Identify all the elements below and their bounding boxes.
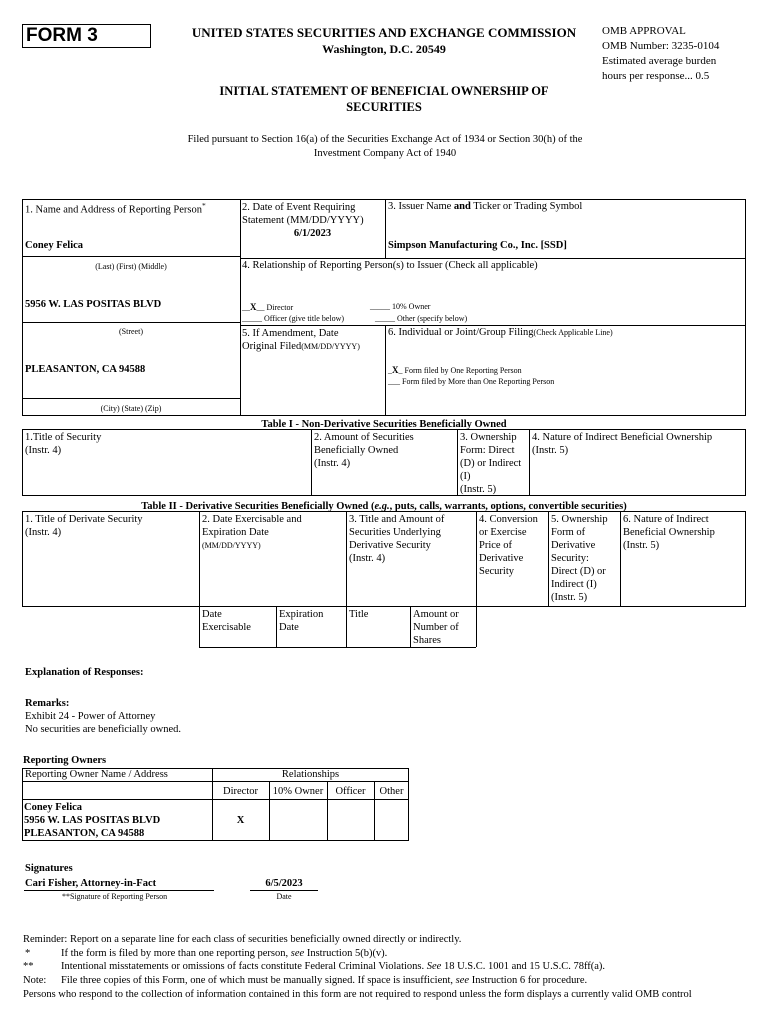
- filed-pursuant-1: Filed pursuant to Section 16(a) of the Securities Exchange Act of 1934 or Section 30(h) of the: [187, 134, 583, 145]
- table2-sub-div-1: [276, 607, 277, 647]
- table2-col4-header: 4. Conversion or Exercise Price of Derivative Security: [479, 514, 538, 577]
- signature-date-caption: Date: [276, 892, 292, 901]
- sub-amount-shares: Amount or Number of Shares: [413, 609, 459, 646]
- ro-header-line: [22, 781, 212, 782]
- ro-col-director: Director: [223, 786, 258, 797]
- agency-city: Washington, D.C. 20549: [322, 42, 446, 56]
- ro-col-owner: 10% Owner: [272, 786, 324, 797]
- table1-div-2: [457, 429, 458, 496]
- footer-note-3-mark: Note:: [23, 975, 47, 986]
- table2-col2-header: 2. Date Exercisable and Expiration Date (MM/DD/YYYY): [202, 514, 302, 550]
- table2-div-1: [199, 511, 200, 607]
- divider-box5-6: [385, 325, 386, 416]
- ro-owner-city: PLEASANTON, CA 94588: [24, 828, 145, 839]
- sub-expiration-date: Expiration Date: [279, 609, 324, 633]
- event-date: 6/1/2023: [293, 228, 332, 239]
- box5-label: 5. If Amendment, Date Original Filed(MM/DD/YYYY): [242, 328, 360, 352]
- ro-col-other: Other: [379, 786, 404, 797]
- table2-col5-header: 5. Ownership Form of Derivative Security: Direct (D) or Indirect (I) (Instr. 5): [551, 514, 608, 603]
- one-reporting-person-option: _X_ Form filed by One Reporting Person: [388, 365, 522, 375]
- issuer-name: Simpson Manufacturing Co., Inc. [SSD]: [388, 240, 567, 251]
- one-person-mark: X: [392, 365, 399, 375]
- street-hint: (Street): [119, 327, 143, 336]
- reporting-owners-heading: Reporting Owners: [23, 755, 107, 766]
- ro-col-officer: Officer: [335, 786, 366, 797]
- ro-director-mark: X: [236, 815, 245, 826]
- signature-date: 6/5/2023: [265, 878, 303, 889]
- signatures-heading: Signatures: [25, 863, 73, 874]
- footer-reminder: Reminder: Report on a separate line for each class of securities beneficially owned directly or indirectly.: [23, 934, 462, 945]
- ro-owner-info: [24, 801, 160, 840]
- omb-number: OMB Number: 3235-0104: [602, 40, 720, 52]
- omb-approval: [602, 24, 719, 84]
- remarks-line-1: Exhibit 24 - Power of Attorney: [25, 711, 156, 722]
- footer-note-1: If the form is filed by more than one reporting person, see Instruction 5(b)(v).: [61, 948, 388, 959]
- footer-note-1-mark: *: [25, 948, 31, 959]
- city-underline: [22, 398, 240, 399]
- signature-date-line: [250, 890, 318, 891]
- box1-label: 1. Name and Address of Reporting Person*: [25, 201, 206, 216]
- table1-col2-header: 2. Amount of Securities Beneficially Owned (Instr. 4): [314, 432, 414, 469]
- box6-label: 6. Individual or Joint/Group Filing(Check Applicable Line): [388, 327, 613, 338]
- remarks-line-2: No securities are beneficially owned.: [25, 724, 181, 735]
- table2-div-2: [346, 511, 347, 607]
- statement-title-1: INITIAL STATEMENT OF BENEFICIAL OWNERSHIP OF: [219, 84, 549, 98]
- ro-owner-street: 5956 W. LAS POSITAS BLVD: [24, 815, 161, 826]
- box3-label: 3. Issuer Name and Ticker or Trading Symbol: [388, 201, 583, 212]
- ro-rel-line: [212, 781, 409, 782]
- name-underline: [22, 256, 240, 257]
- ro-col-name: Reporting Owner Name / Address: [25, 769, 168, 780]
- table2-sub-bottom: [199, 647, 476, 648]
- divider-row1: [240, 258, 746, 259]
- table2-col6-header: 6. Nature of Indirect Beneficial Ownership (Instr. 5): [623, 514, 715, 551]
- footer-omb-notice: Persons who respond to the collection of information contained in this form are not required to respond unless the form displays a currently valid OMB control: [23, 989, 692, 1000]
- box1-star: *: [202, 201, 206, 210]
- table2-sub-div-left: [199, 607, 200, 647]
- box2-label: 2. Date of Event Requiring Statement (MM/DD/YYYY): [242, 202, 364, 226]
- table2-col1-header: 1. Title of Derivate Security (Instr. 4): [25, 514, 143, 538]
- ro-sub-line: [22, 799, 409, 800]
- omb-title: OMB APPROVAL: [602, 25, 686, 37]
- table1-div-1: [311, 429, 312, 496]
- remarks-heading: Remarks:: [25, 698, 70, 709]
- sub-title: Title: [349, 609, 369, 620]
- footer-note-2: Intentional misstatements or omissions of facts constitute Federal Criminal Violations. See 18 U.S.C. 1001 and 15 U.S.C. 78ff(a).: [61, 961, 606, 972]
- divider-box2-3: [385, 199, 386, 258]
- divider-row2: [240, 325, 746, 326]
- sub-date-exercisable: Date Exercisable: [202, 609, 251, 633]
- omb-burden-1: Estimated average burden: [602, 55, 717, 67]
- table1-col3-header: 3. Ownership Form: Direct (D) or Indirect (I) (Instr. 5): [460, 432, 522, 495]
- table1-col4-header: 4. Nature of Indirect Beneficial Ownership (Instr. 5): [532, 432, 713, 456]
- director-mark: X: [250, 302, 257, 312]
- ten-percent-owner-option: _____ 10% Owner: [370, 302, 431, 311]
- form-label: FORM 3: [26, 25, 98, 46]
- signature-name: Cari Fisher, Attorney-in-Fact: [25, 878, 157, 889]
- agency-name: UNITED STATES SECURITIES AND EXCHANGE COMMISSION: [191, 25, 577, 40]
- footer-note-2-mark: **: [23, 961, 34, 972]
- table2-div-5: [620, 511, 621, 607]
- table1-col1-header: 1.Title of Security (Instr. 4): [25, 432, 102, 456]
- table2-sub-div-2: [346, 607, 347, 647]
- street-underline: [22, 322, 240, 323]
- director-option: __X__ Director: [242, 302, 294, 312]
- explanation-heading: Explanation of Responses:: [25, 667, 144, 678]
- name-hint: (Last) (First) (Middle): [95, 262, 167, 271]
- table1-title: Table I - Non-Derivative Securities Beneficially Owned: [261, 419, 507, 430]
- more-reporting-persons-option: ___ Form filed by More than One Reporting Person: [388, 377, 555, 386]
- city-hint: (City) (State) (Zip): [100, 404, 162, 413]
- box4-label: 4. Relationship of Reporting Person(s) to Issuer (Check all applicable): [242, 260, 538, 271]
- footer-note-3: File three copies of this Form, one of which must be manually signed. If space is insufficient, see Instruction 6 for procedure.: [61, 975, 588, 986]
- table2-div-4: [548, 511, 549, 607]
- table2-col3-header: 3. Title and Amount of Securities Underlying Derivative Security (Instr. 4): [349, 514, 445, 564]
- other-option: _____ Other (specify below): [375, 314, 468, 323]
- table2-div-3: [476, 511, 477, 607]
- table2-title: Table II - Derivative Securities Beneficially Owned (e.g., puts, calls, warrants, options, convertible securities): [141, 501, 627, 512]
- ro-owner-name: Coney Felica: [24, 802, 83, 813]
- signature-line: [24, 890, 214, 891]
- omb-burden-2: hours per response... 0.5: [602, 70, 710, 82]
- reporting-person-name: Coney Felica: [25, 240, 84, 251]
- ro-col-relationships: Relationships: [281, 769, 340, 780]
- table2-sub-div-3: [410, 607, 411, 647]
- filed-pursuant-2: Investment Company Act of 1940: [313, 148, 457, 159]
- reporting-person-street: 5956 W. LAS POSITAS BLVD: [25, 299, 162, 310]
- reporting-person-city: PLEASANTON, CA 94588: [25, 364, 146, 375]
- table2-sub-div-right: [476, 607, 477, 647]
- signature-caption: **Signature of Reporting Person: [62, 892, 168, 901]
- statement-title-2: SECURITIES: [346, 100, 422, 114]
- officer-option: _____ Officer (give title below): [242, 314, 345, 323]
- table1-div-3: [529, 429, 530, 496]
